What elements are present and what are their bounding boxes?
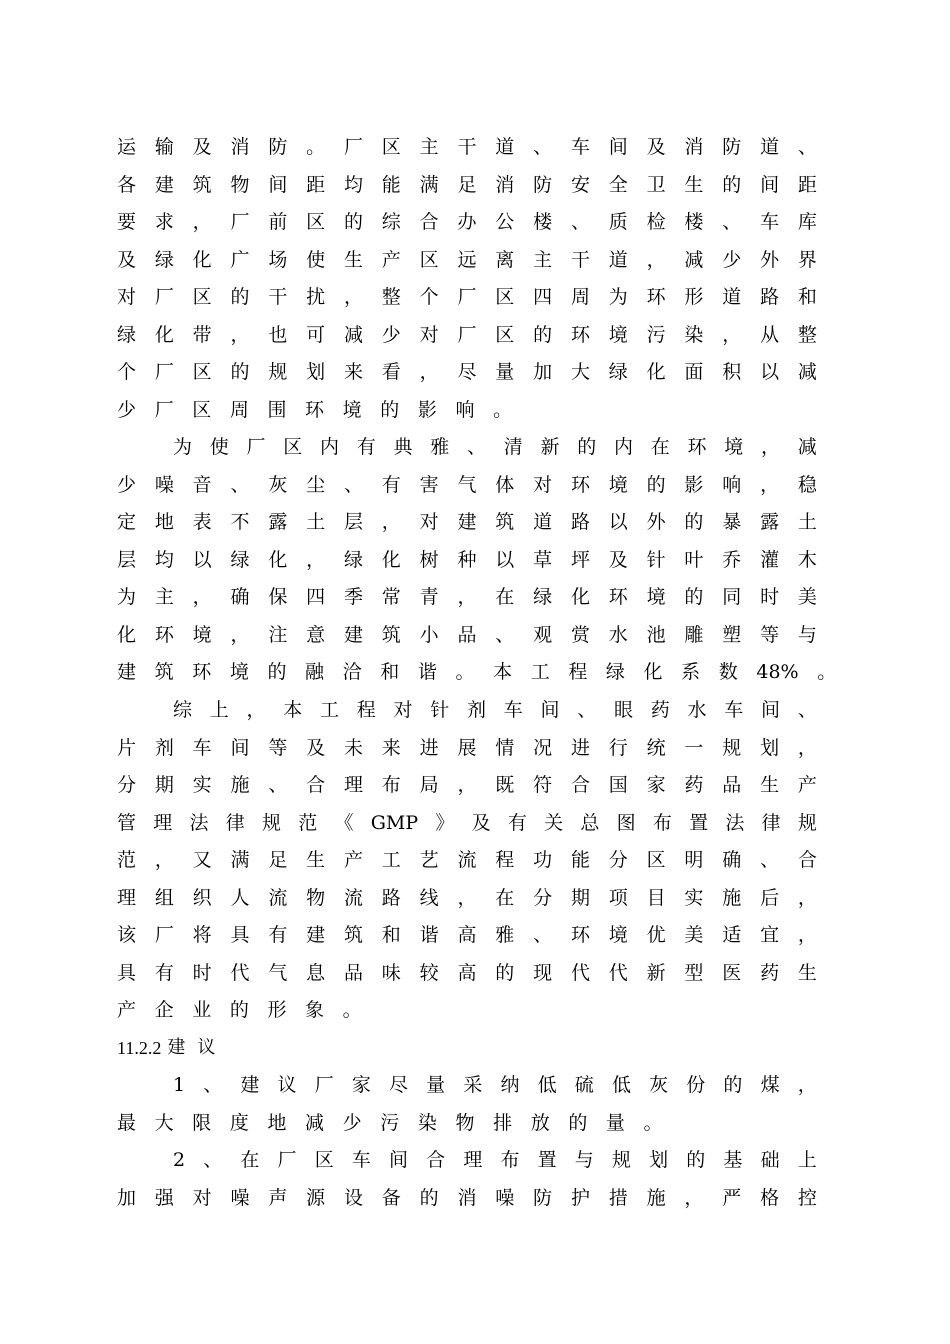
paragraph-line: 化 环 境 ， 注 意 建 筑 小 品 、 观 赏 水 池 雕 塑 等 与	[117, 623, 817, 646]
paragraph-line: 各 建 筑 物 间 距 均 能 满 足 消 防 安 全 卫 生 的 间 距	[117, 173, 817, 196]
section-number: 11.2.2	[117, 1038, 162, 1058]
paragraph-line: 范 ， 又 满 足 生 产 工 艺 流 程 功 能 分 区 明 确 、 合	[117, 849, 817, 871]
paragraph-line: 及 绿 化 广 场 使 生 产 区 远 离 主 干 道 ， 减 少 外 界	[117, 248, 817, 271]
paragraph-line: 对 厂 区 的 干 扰 ， 整 个 厂 区 四 周 为 环 形 道 路 和	[117, 286, 817, 308]
paragraph-line: 建 筑 环 境 的 融 洽 和 谐 。 本 工 程 绿 化 系 数 48% 。	[117, 661, 837, 683]
suggestion-line: 加 强 对 噪 声 源 设 备 的 消 噪 防 护 措 施 ， 严 格 控	[117, 1186, 817, 1209]
paragraph-line: 层 均 以 绿 化 ， 绿 化 树 种 以 草 坪 及 针 叶 乔 灌 木	[117, 548, 817, 571]
suggestion-line: 1 、 建 议 厂 家 尽 量 采 纳 低 硫 低 灰 份 的 煤 ，	[173, 1074, 817, 1096]
paragraph-line: 分 期 实 施 、 合 理 布 局 ， 既 符 合 国 家 药 品 生 产	[117, 774, 817, 796]
paragraph-line: 绿 化 带 ， 也 可 减 少 对 厂 区 的 环 境 污 染 ， 从 整	[117, 323, 817, 346]
paragraph-line: 产 企 业 的 形 象 。	[117, 999, 362, 1021]
section-title: 建 议	[167, 1037, 216, 1058]
paragraph-line: 为 使 厂 区 内 有 典 雅 、 清 新 的 内 在 环 境 ， 减	[173, 436, 817, 458]
paragraph-line: 管 理 法 律 规 范 《 GMP 》 及 有 关 总 图 布 置 法 律 规	[117, 811, 817, 834]
paragraph-line: 为 主 ， 确 保 四 季 常 青 ， 在 绿 化 环 境 的 同 时 美	[117, 586, 817, 608]
paragraph-line: 具 有 时 代 气 息 品 味 较 高 的 现 代 代 新 型 医 药 生	[117, 961, 817, 984]
paragraph-line: 片 剂 车 间 等 及 未 来 进 展 情 况 进 行 统 一 规 划 ，	[117, 736, 817, 759]
paragraph-line: 少 噪 音 、 灰 尘 、 有 害 气 体 对 环 境 的 影 响 ， 稳	[117, 473, 817, 496]
paragraph-line: 个 厂 区 的 规 划 来 看 ， 尽 量 加 大 绿 化 面 积 以 减	[117, 361, 817, 383]
paragraph-line: 要 求 ， 厂 前 区 的 综 合 办 公 楼 、 质 检 楼 、 车 库	[117, 211, 817, 233]
section-heading	[117, 1034, 227, 1062]
suggestion-line: 2 、 在 厂 区 车 间 合 理 布 置 与 规 划 的 基 础 上	[173, 1149, 817, 1171]
paragraph-line: 该 厂 将 具 有 建 筑 和 谐 高 雅 、 环 境 优 美 适 宜 ，	[117, 924, 817, 946]
paragraph-line: 定 地 表 不 露 土 层 ， 对 建 筑 道 路 以 外 的 暴 露 土	[117, 511, 817, 533]
paragraph-line: 少 厂 区 周 围 环 境 的 影 响 。	[117, 398, 513, 421]
paragraph-line: 理 组 织 人 流 物 流 路 线 ， 在 分 期 项 目 实 施 后 ，	[117, 886, 817, 909]
suggestion-line: 最 大 限 度 地 减 少 污 染 物 排 放 的 量 。	[117, 1111, 663, 1134]
paragraph-line: 运 输 及 消 防 。 厂 区 主 干 道 、 车 间 及 消 防 道 、	[117, 136, 817, 158]
paragraph-line: 综 上 ， 本 工 程 对 针 剂 车 间 、 眼 药 水 车 间 、	[173, 699, 817, 721]
